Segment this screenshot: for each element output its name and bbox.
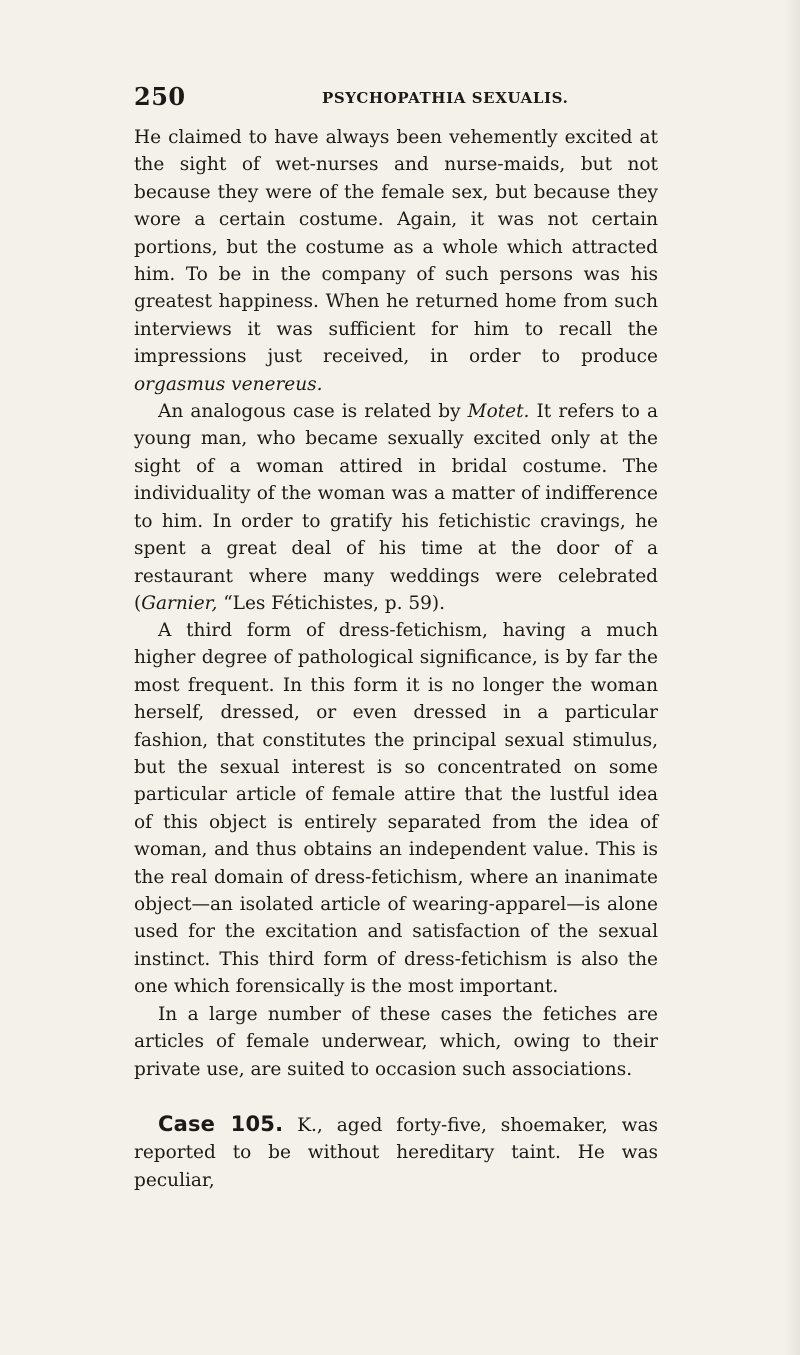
- paragraph-text: “Les Fétichistes, p. 59).: [217, 592, 445, 614]
- body-text-top: [134, 124, 658, 617]
- page-number: 250: [134, 82, 186, 111]
- section-gap: [134, 1083, 658, 1111]
- paragraph-italic-term: orgasmus venereus.: [134, 373, 323, 395]
- paragraph-text: It refers to a young man, who became sexually excited only at the sight of a woman attired in bridal costume. The individuality of the woman was a matter of indifference to him. In order to gratify his fetichistic cravings, he spent a great deal of his time at the door of a restaurant where many weddings were celebrated (: [134, 401, 658, 614]
- paragraph-underwear: [134, 1001, 658, 1083]
- case-label: Case 105.: [158, 1111, 284, 1136]
- author-name-motet: Motet.: [467, 401, 530, 423]
- running-title: PSYCHOPATHIA SEXUALIS.: [322, 89, 569, 107]
- running-head: [134, 82, 658, 112]
- paragraph-text: An analogous case is related by: [158, 401, 468, 423]
- paragraph-text: A third form of dress-fetichism, having a much higher degree of pathological significance, is by far the most frequent. In this form it is no longer the woman herself, dressed, or even dressed in a particular fashion, that constitutes the principal sexual stimulus, but the sexual interest is so concentrated on some particular article of female attire that the lustful idea of this object is entirely separated from the idea of woman, and thus obtains an independent value. This is the real domain of dress-fetichism, where an inanimate object—an isolated article of wearing-apparel—is alone used for the excitation and satisfaction of the sexual instinct. This third form of dress-fetichism is also the one which forensically is the most important.: [134, 620, 658, 998]
- paragraph-text: In a large number of these cases the fetiches are articles of female underwear, which, owing to their private use, are suited to occasion such associations.: [134, 1003, 658, 1080]
- paragraph-wet-nurses: [134, 124, 658, 398]
- author-name-garnier: Garnier,: [141, 592, 218, 614]
- case-text: K., aged forty-five, shoemaker, was reported to be without hereditary taint. He was peculiar,: [134, 1114, 659, 1191]
- page-edge-shading: [784, 0, 800, 1355]
- body-text-bottom: [134, 617, 658, 1194]
- paragraph-third-form: [134, 617, 658, 1001]
- paragraph-text: He claimed to have always been vehemently excited at the sight of wet-nurses and nurse-maids, but not because they were of the female sex, but because they wore a certain costume. Again, it was not certain portions, but the costume as a whole which attracted him. To be in the company of such persons was his greatest happiness. When he returned home from such interviews it was sufficient for him to recall the impressions just received, in order to produce: [134, 127, 658, 368]
- case-105-paragraph: [134, 1111, 658, 1194]
- paragraph-motet-case: [134, 398, 658, 617]
